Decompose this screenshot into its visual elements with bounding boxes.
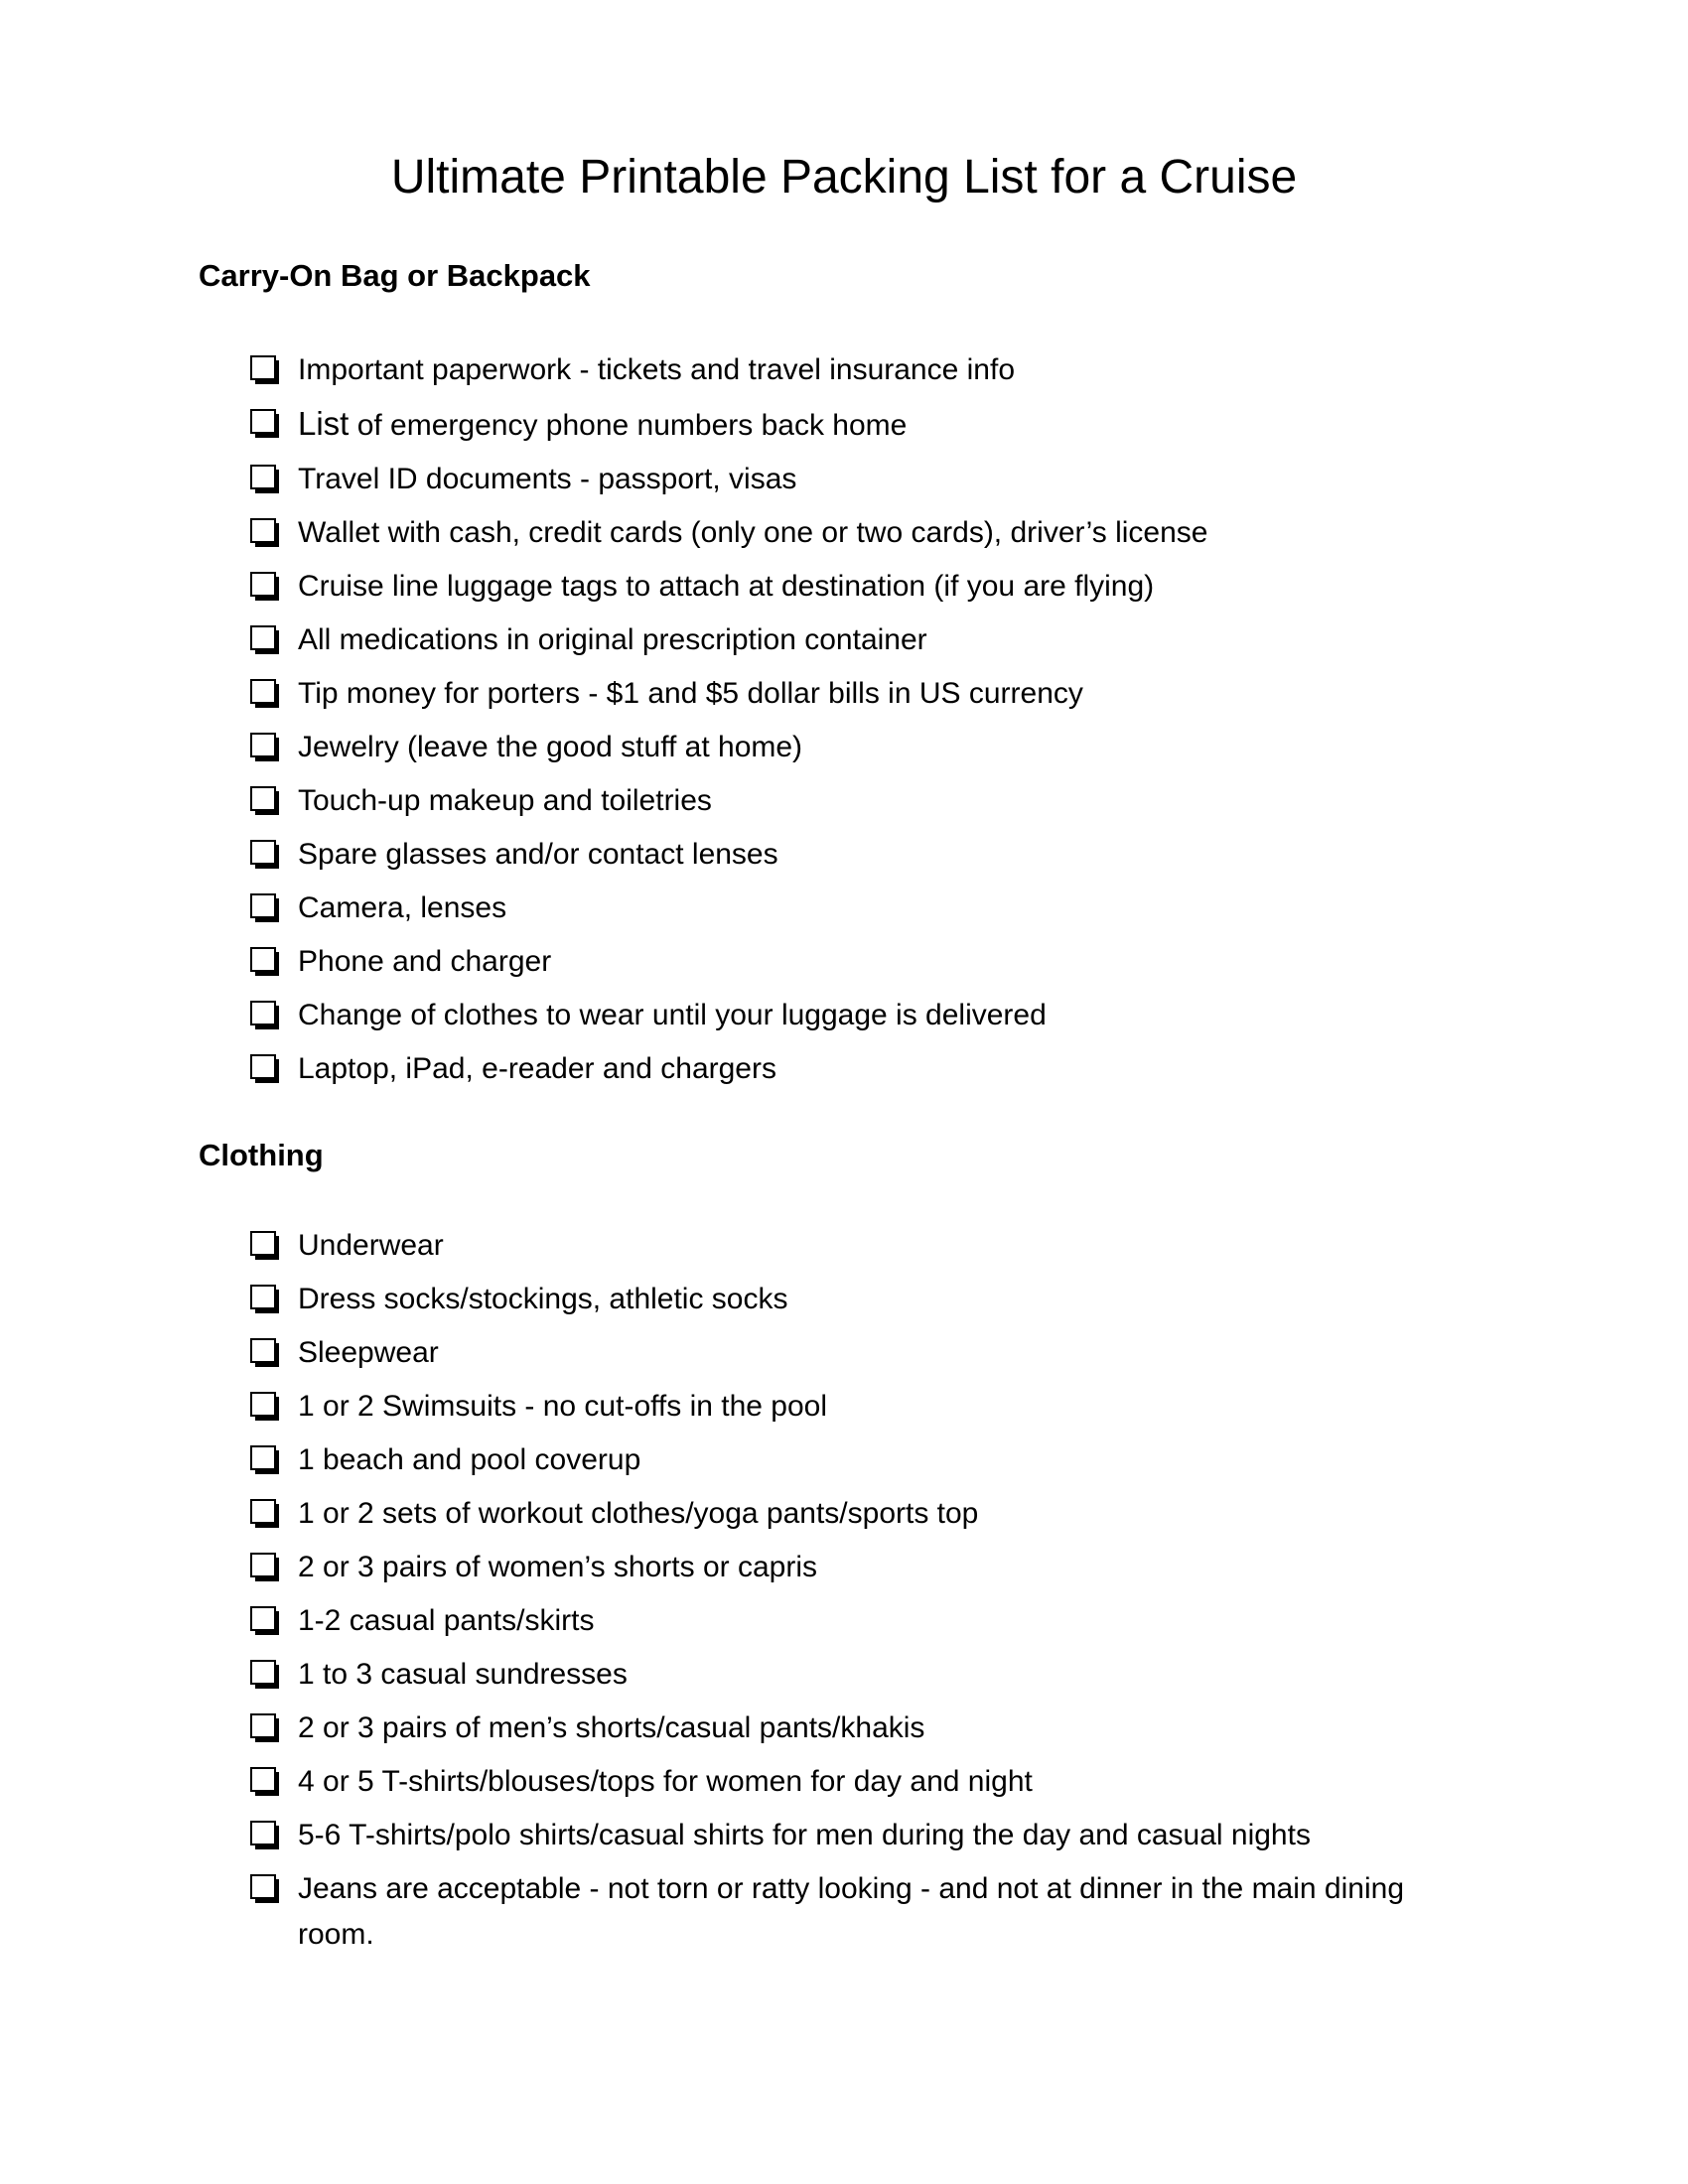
checklist-item-text: Change of clothes to wear until your luggage is delivered bbox=[298, 999, 1047, 1031]
checklist-item-text: Sleepwear bbox=[298, 1336, 439, 1369]
checkbox-icon[interactable] bbox=[250, 1054, 276, 1079]
checklist-item bbox=[250, 1545, 1481, 1590]
checklist-item bbox=[250, 778, 1481, 824]
checkbox-icon[interactable] bbox=[250, 840, 276, 865]
checkbox-icon[interactable] bbox=[250, 409, 276, 434]
checkbox-icon[interactable] bbox=[250, 1767, 276, 1792]
checkbox-icon[interactable] bbox=[250, 1874, 276, 1899]
checklist-item-text: Dress socks/stockings, athletic socks bbox=[298, 1283, 788, 1315]
checklist-item-text: All medications in original prescription container bbox=[298, 623, 927, 656]
checklist-clothing bbox=[250, 1223, 1481, 1966]
checklist-item bbox=[250, 1384, 1481, 1430]
checkbox-icon[interactable] bbox=[250, 1660, 276, 1685]
checkbox-icon[interactable] bbox=[250, 1231, 276, 1256]
checklist-item bbox=[250, 1598, 1481, 1644]
checklist-item-text: 1 beach and pool coverup bbox=[298, 1443, 641, 1476]
checklist-item-text: 2 or 3 pairs of men’s shorts/casual pants/khakis bbox=[298, 1711, 925, 1744]
checklist-item bbox=[250, 1223, 1481, 1269]
checklist-item bbox=[250, 939, 1481, 985]
checkbox-icon[interactable] bbox=[250, 1713, 276, 1738]
checkbox-icon[interactable] bbox=[250, 1285, 276, 1309]
checkbox-icon[interactable] bbox=[250, 1499, 276, 1524]
checklist-item-text: Travel ID documents - passport, visas bbox=[298, 463, 797, 495]
checkbox-icon[interactable] bbox=[250, 518, 276, 543]
checklist-item-text: Laptop, iPad, e-reader and chargers bbox=[298, 1052, 776, 1085]
checkbox-icon[interactable] bbox=[250, 1606, 276, 1631]
checkbox-icon[interactable] bbox=[250, 465, 276, 489]
checklist-item bbox=[250, 1813, 1481, 1858]
checkbox-icon[interactable] bbox=[250, 572, 276, 597]
checkbox-icon[interactable] bbox=[250, 1821, 276, 1845]
section-heading-carry-on: Carry-On Bag or Backpack bbox=[199, 258, 591, 293]
checklist-item bbox=[250, 1437, 1481, 1483]
checklist-item-text: Jeans are acceptable - not torn or ratty looking - and not at dinner in the main dining room. bbox=[298, 1872, 1404, 1951]
checklist-item bbox=[250, 1046, 1481, 1092]
checklist-item-text: Tip money for porters - $1 and $5 dollar bills in US currency bbox=[298, 677, 1083, 710]
checkbox-icon[interactable] bbox=[250, 786, 276, 811]
checklist-carry-on bbox=[250, 347, 1481, 1100]
checkbox-icon[interactable] bbox=[250, 1445, 276, 1470]
checkbox-icon[interactable] bbox=[250, 355, 276, 380]
checkbox-icon[interactable] bbox=[250, 733, 276, 757]
checklist-item bbox=[250, 1706, 1481, 1751]
checkbox-icon[interactable] bbox=[250, 1553, 276, 1577]
checkbox-icon[interactable] bbox=[250, 1001, 276, 1025]
checklist-item bbox=[250, 617, 1481, 663]
checklist-item-text: 1 to 3 casual sundresses bbox=[298, 1658, 628, 1691]
checklist-item-text: Phone and charger bbox=[298, 945, 552, 978]
checkbox-icon[interactable] bbox=[250, 947, 276, 972]
checklist-item-text: Wallet with cash, credit cards (only one or two cards), driver’s license bbox=[298, 516, 1208, 549]
checklist-item bbox=[250, 1759, 1481, 1805]
checklist-item bbox=[250, 510, 1481, 556]
section-heading-clothing: Clothing bbox=[199, 1138, 324, 1172]
checklist-item bbox=[250, 457, 1481, 502]
checkbox-icon[interactable] bbox=[250, 625, 276, 650]
checklist-item bbox=[250, 1491, 1481, 1537]
checklist-item-text: Spare glasses and/or contact lenses bbox=[298, 838, 778, 871]
checklist-item bbox=[250, 401, 1481, 449]
checklist-item bbox=[250, 993, 1481, 1038]
checklist-item bbox=[250, 347, 1481, 393]
checklist-item bbox=[250, 1866, 1481, 1958]
checklist-item-text: Camera, lenses bbox=[298, 891, 507, 924]
checklist-item-text: Touch-up makeup and toiletries bbox=[298, 784, 712, 817]
checklist-item bbox=[250, 1277, 1481, 1322]
checklist-item-text: 2 or 3 pairs of women’s shorts or capris bbox=[298, 1551, 817, 1583]
checkbox-icon[interactable] bbox=[250, 893, 276, 918]
checklist-item-text: 4 or 5 T-shirts/blouses/tops for women for day and night bbox=[298, 1765, 1033, 1798]
checklist-item-text: Cruise line luggage tags to attach at destination (if you are flying) bbox=[298, 570, 1155, 603]
checklist-item-text: Important paperwork - tickets and travel insurance info bbox=[298, 353, 1016, 386]
checklist-item-text: 1 or 2 Swimsuits - no cut-offs in the pool bbox=[298, 1390, 828, 1423]
checklist-item bbox=[250, 1652, 1481, 1698]
checkbox-icon[interactable] bbox=[250, 1392, 276, 1417]
checklist-item-text: 1 or 2 sets of workout clothes/yoga pants/sports top bbox=[298, 1497, 979, 1530]
checklist-item-text: 5-6 T-shirts/polo shirts/casual shirts for men during the day and casual nights bbox=[298, 1819, 1311, 1851]
checklist-item-text: List of emergency phone numbers back home bbox=[298, 405, 908, 442]
checklist-item-text: Underwear bbox=[298, 1229, 444, 1262]
checklist-item bbox=[250, 564, 1481, 610]
checklist-item bbox=[250, 832, 1481, 878]
checklist-item-text: 1-2 casual pants/skirts bbox=[298, 1604, 595, 1637]
checklist-item-text: Jewelry (leave the good stuff at home) bbox=[298, 731, 803, 763]
checklist-item bbox=[250, 886, 1481, 931]
checkbox-icon[interactable] bbox=[250, 679, 276, 704]
checkbox-icon[interactable] bbox=[250, 1338, 276, 1363]
checklist-item bbox=[250, 671, 1481, 717]
document-title: Ultimate Printable Packing List for a Cruise bbox=[390, 151, 1298, 204]
checklist-item bbox=[250, 1330, 1481, 1376]
checklist-item bbox=[250, 725, 1481, 770]
